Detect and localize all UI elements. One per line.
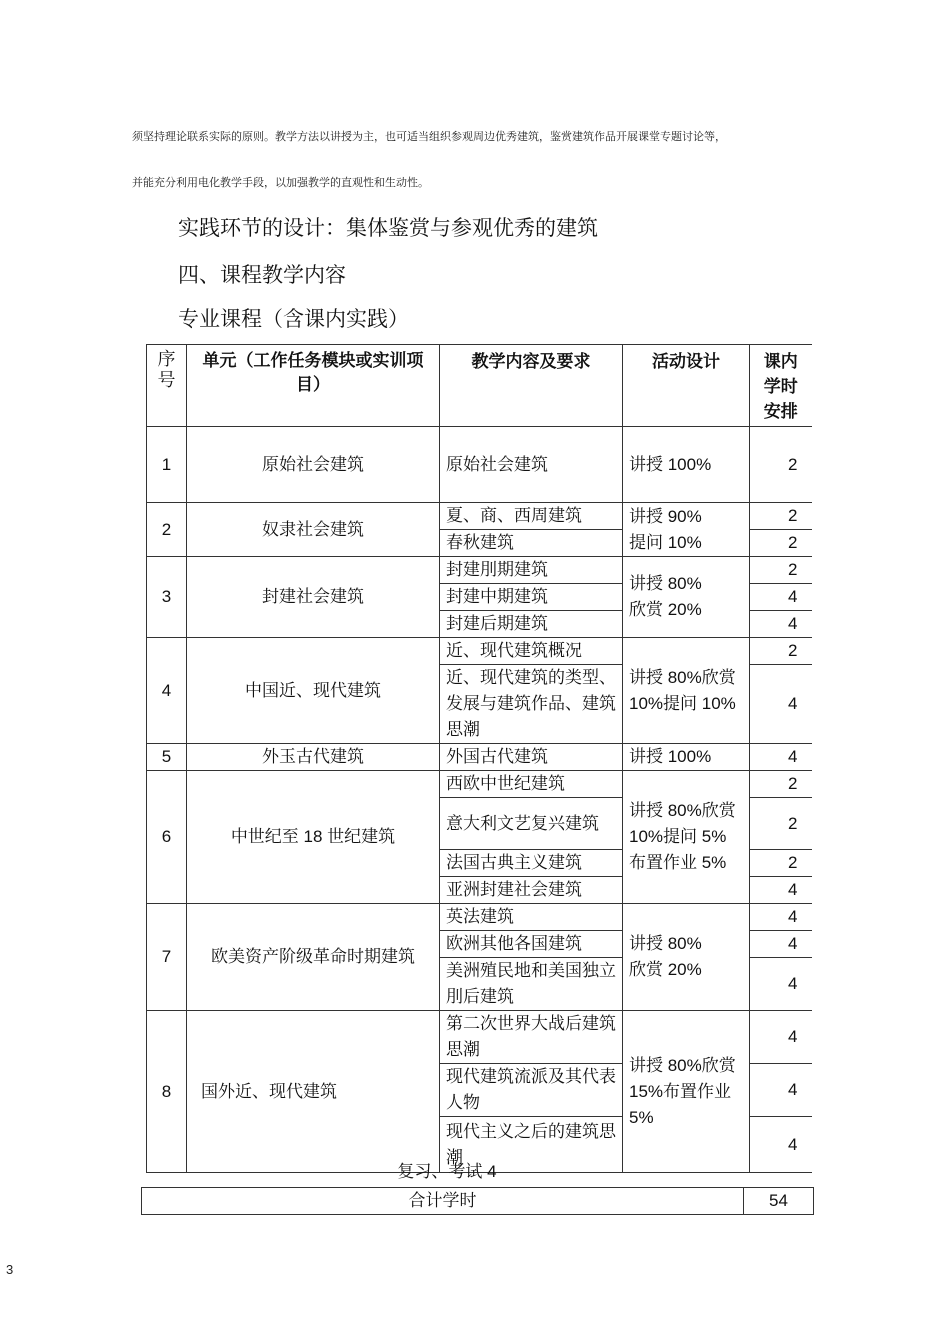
unit-name: 中国近、现代建筑 <box>187 638 440 744</box>
content-cell: 近、现代建筑概况 <box>440 638 623 665</box>
total-value: 54 <box>744 1188 814 1215</box>
total-hours-table <box>141 1187 814 1215</box>
content-cell: 法国古典主义建筑 <box>440 850 623 877</box>
hours-cell: 4 <box>750 958 812 1011</box>
hours-cell: 2 <box>750 557 812 584</box>
content-cell: 封建中期建筑 <box>440 584 623 611</box>
table-row <box>147 503 812 530</box>
table-row <box>147 638 812 665</box>
header-no: 序号 <box>147 345 187 427</box>
table-row <box>147 771 812 798</box>
activity-cell: 讲授 90% 提问 10% <box>623 503 750 557</box>
hours-cell: 2 <box>750 638 812 665</box>
header-content: 教学内容及要求 <box>440 345 623 427</box>
review-exam-row: 复习、考试 4 <box>397 1162 497 1181</box>
intro-line-1: 须坚持理论联系实际的原则。教学方法以讲授为主，也可适当组织参观周边优秀建筑，鉴赏建筑作品开展课堂专题讨论等， <box>132 130 726 143</box>
table-row <box>147 744 812 771</box>
activity-cell: 讲授 100% <box>623 744 750 771</box>
content-cell: 第二次世界大战后建筑思潮 <box>440 1011 623 1064</box>
hours-cell: 4 <box>750 611 812 638</box>
unit-name: 欧美资产阶级革命时期建筑 <box>187 904 440 1011</box>
unit-name: 原始社会建筑 <box>187 427 440 503</box>
content-cell: 现代主义之后的建筑思潮 <box>440 1117 623 1173</box>
table-row <box>147 427 812 503</box>
hours-cell: 4 <box>750 665 812 744</box>
activity-cell: 讲授 100% <box>623 427 750 503</box>
table-row <box>147 904 812 931</box>
activity-cell: 讲授 80%欣赏 10%提问 10% <box>623 638 750 744</box>
content-cell: 春秋建筑 <box>440 530 623 557</box>
unit-number: 7 <box>147 904 187 1011</box>
content-cell: 原始社会建筑 <box>440 427 623 503</box>
hours-cell: 4 <box>750 1117 812 1173</box>
content-cell: 外国古代建筑 <box>440 744 623 771</box>
activity-cell: 讲授 80% 欣赏 20% <box>623 904 750 1011</box>
total-label: 合计学时 <box>142 1188 744 1215</box>
unit-number: 3 <box>147 557 187 638</box>
hours-cell: 4 <box>750 744 812 771</box>
unit-number: 2 <box>147 503 187 557</box>
content-cell: 英法建筑 <box>440 904 623 931</box>
heading-section-4: 四、课程教学内容 <box>178 264 346 287</box>
hours-cell: 4 <box>750 584 812 611</box>
content-cell: 近、现代建筑的类型、发展与建筑作品、建筑思潮 <box>440 665 623 744</box>
hours-cell: 2 <box>750 771 812 798</box>
content-cell: 现代建筑流派及其代表人物 <box>440 1064 623 1117</box>
content-cell: 封建刖期建筑 <box>440 557 623 584</box>
unit-name: 外玉古代建筑 <box>187 744 440 771</box>
unit-number: 6 <box>147 771 187 904</box>
hours-cell: 4 <box>750 877 812 904</box>
table-body <box>147 427 812 1173</box>
hours-cell: 4 <box>750 904 812 931</box>
heading-course: 专业课程（含课内实践） <box>178 308 409 331</box>
content-cell: 夏、商、西周建筑 <box>440 503 623 530</box>
unit-name: 奴隶社会建筑 <box>187 503 440 557</box>
intro-line-2: 并能充分利用电化教学手段，以加强教学的直观性和生动性。 <box>132 176 429 189</box>
hours-cell: 2 <box>750 427 812 503</box>
hours-cell: 2 <box>750 530 812 557</box>
header-hours: 课内学时安排 <box>750 345 812 427</box>
unit-number: 5 <box>147 744 187 771</box>
unit-number: 4 <box>147 638 187 744</box>
hours-cell: 2 <box>750 850 812 877</box>
hours-cell: 2 <box>750 503 812 530</box>
header-activity: 活动设计 <box>623 345 750 427</box>
hours-cell: 2 <box>750 798 812 850</box>
unit-name: 中世纪至 18 世纪建筑 <box>187 771 440 904</box>
table-row <box>147 1011 812 1064</box>
hours-cell: 4 <box>750 1011 812 1064</box>
content-cell: 西欧中世纪建筑 <box>440 771 623 798</box>
course-content-table <box>146 344 812 1173</box>
activity-cell: 讲授 80% 欣赏 20% <box>623 557 750 638</box>
content-cell: 美洲殖民地和美国独立刖后建筑 <box>440 958 623 1011</box>
unit-name: 封建社会建筑 <box>187 557 440 638</box>
unit-number: 1 <box>147 427 187 503</box>
activity-cell: 讲授 80%欣赏 15%布置作业 5% <box>623 1011 750 1173</box>
header-unit: 单元（工作任务模块或实训项目） <box>187 345 440 427</box>
heading-practice: 实践环节的设计：集体鉴赏与参观优秀的建筑 <box>178 217 598 240</box>
hours-cell: 4 <box>750 931 812 958</box>
hours-cell: 4 <box>750 1064 812 1117</box>
content-cell: 意大利文艺复兴建筑 <box>440 798 623 850</box>
content-cell: 封建后期建筑 <box>440 611 623 638</box>
page-number: 3 <box>6 1262 14 1277</box>
unit-number: 8 <box>147 1011 187 1173</box>
table-row <box>147 557 812 584</box>
content-cell: 欧洲其他各国建筑 <box>440 931 623 958</box>
unit-name: 国外近、现代建筑 <box>187 1011 440 1173</box>
activity-cell: 讲授 80%欣赏 10%提问 5%布置作业 5% <box>623 771 750 904</box>
content-cell: 亚洲封建社会建筑 <box>440 877 623 904</box>
